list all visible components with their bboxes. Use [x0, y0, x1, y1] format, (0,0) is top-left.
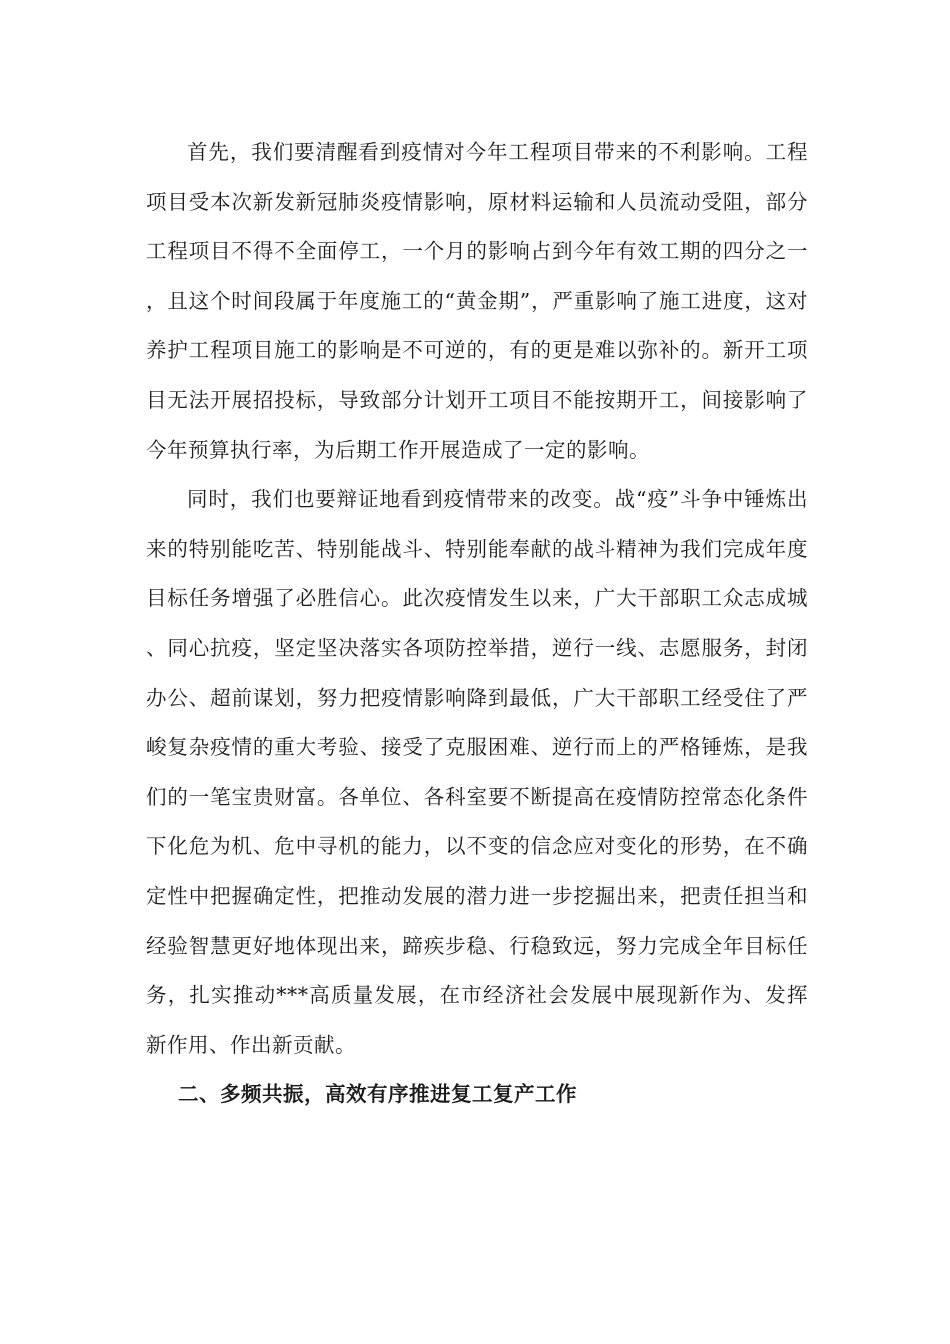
paragraph-change: 同时，我们也要辩证地看到疫情带来的改变。战“疫”斗争中锤炼出来的特别能吃苦、特别能战斗、特别能奉献的战斗精神为我们完成年度目标任务增强了必胜信心。此次疫情发生以来，广大干部职工众志成城、同心抗疫，坚定坚决落实各项防控举措，逆行一线、志愿服务，封闭办公、超前谋划，努力把疫情影响降到最低，广大干部职工经受住了严峻复杂疫情的重大考验、接受了克服困难、逆行而上的严格锤炼，是我们的一笔宝贵财富。各单位、各科室要不断提高在疫情防控常态化条件下化危为机、危中寻机的能力，以不变的信念应对变化的形势，在不确定性中把握确定性，把推动发展的潜力进一步挖掘出来，把责任担当和经验智慧更好地体现出来，蹄疾步稳、行稳致远，努力完成全年目标任务，扎实推动***高质量发展，在市经济社会发展中展现新作为、发挥新作用、作出新贡献。 [146, 487, 808, 1057]
document-body [146, 128, 808, 1120]
paragraph-impact: 首先，我们要清醒看到疫情对今年工程项目带来的不利影响。工程项目受本次新发新冠肺炎疫情影响，原材料运输和人员流动受阻，部分工程项目不得不全面停工，一个月的影响占到今年有效工期的四分之一，且这个时间段属于年度施工的“黄金期”，严重影响了施工进度，这对养护工程项目施工的影响是不可逆的，有的更是难以弥补的。新开工项目无法开展招投标，导致部分计划开工项目不能按期开工，间接影响了今年预算执行率，为后期工作开展造成了一定的影响。 [146, 140, 808, 462]
section-heading: 二、多频共振，高效有序推进复工复产工作 [178, 1082, 577, 1107]
